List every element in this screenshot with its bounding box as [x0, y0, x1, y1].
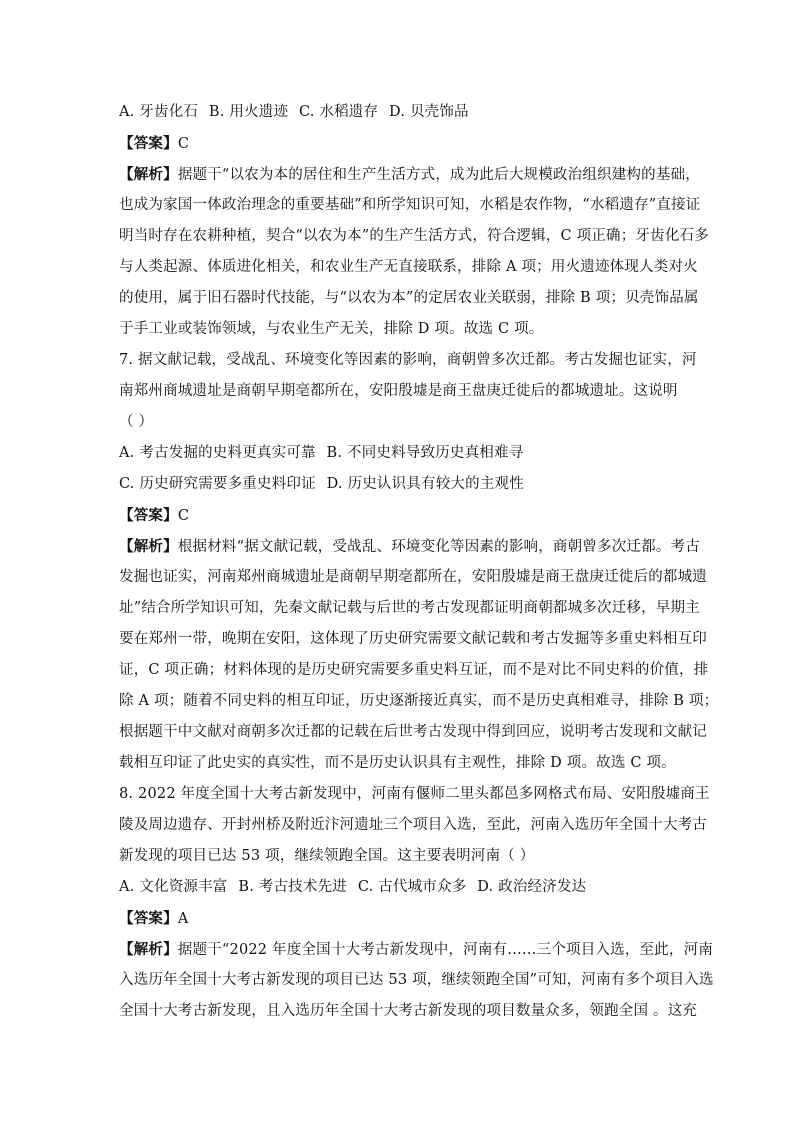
q6-answer — [119, 128, 683, 159]
q8-analysis-line: 全国十大考古新发现，且入选历年全国十大考古新发现的项目数量众多，领跑全国 。这充 — [119, 1003, 698, 1019]
answer-value: C — [177, 508, 190, 524]
q7-analysis-line: 载相互印证了此史实的真实性，而不是历史认识具有主观性，排除 D 项。故选 C 项。 — [119, 755, 676, 771]
q7-options-row-2 — [119, 469, 683, 500]
analysis-label: 【解析】 — [119, 538, 178, 555]
q7-stem-line: 7. 据文献记载，受战乱、环境变化等因素的影响，商朝曾多次迁都。考古发掘也证实，河 — [119, 352, 697, 368]
document-page — [119, 97, 719, 1027]
q8-stem-line: 陵及周边遗存、开封州桥及附近汴河遗址三个项目入选，至此，河南入选历年全国十大考古 — [119, 817, 707, 833]
q8-answer — [119, 903, 683, 934]
q6-option-a: A. 牙齿化石 — [119, 104, 199, 120]
q7-analysis-line: 证，C 项正确；材料体现的是历史研究需要多重史料互证，而不是对比不同史料的价值，排 — [119, 662, 709, 678]
q7-option-d: D. 历史认识具有较大的主观性 — [326, 476, 524, 492]
q6-option-d: D. 贝壳饰品 — [389, 104, 469, 120]
q7-analysis-line: 根据题干中文献对商朝多次迁都的记载在后世考古发现中得到回应，说明考古发现和文献记 — [119, 724, 707, 740]
q8-analysis-line — [119, 934, 714, 965]
q6-option-b: B. 用火遗迹 — [208, 104, 289, 120]
q8-options — [119, 872, 683, 903]
answer-label: 【答案】 — [119, 910, 178, 927]
q8-option-c: C. 古代城市众多 — [357, 879, 467, 895]
q8-option-d: D. 政治经济发达 — [477, 879, 587, 895]
analysis-text: 根据材料“据文献记载，受战乱、环境变化等因素的影响，商朝曾多次迁都。考古 — [177, 539, 700, 555]
q7-analysis-line: 址”结合所学知识可知，先秦文献记载与后世的考古发现都证明商朝都城多次迁移，早期主 — [119, 600, 700, 616]
q7-option-b: B. 不同史料导致历史真相难寻 — [326, 445, 524, 461]
q7-stem-line: 南郑州商城遗址是商朝早期亳都所在，安阳殷墟是商王盘庚迁徙后的都城遗址。这说明 — [119, 383, 678, 399]
q6-analysis-line: 于手工业或装饰领域，与农业生产无关，排除 D 项。故选 C 项。 — [119, 321, 544, 337]
q8-option-a: A. 文化资源丰富 — [119, 879, 228, 895]
analysis-text: 据题干“以农为本的居住和生产生活方式，成为此后大规模政治组织建构的基础， — [177, 167, 700, 183]
q6-option-c: C. 水稻遗存 — [299, 104, 379, 120]
q6-analysis-line: 的使用，属于旧石器时代技能，与“以农为本”的定居农业关联弱，排除 B 项；贝壳饰品属 — [119, 290, 699, 306]
q8-stem-line: 8. 2022 年度全国十大考古新发现中，河南有偃师二里头都邑多网格式布局、安阳殷墟商王 — [119, 786, 710, 802]
q7-options-row-1 — [119, 438, 683, 469]
answer-value: C — [177, 136, 190, 152]
q8-analysis-line: 入选历年全国十大考古新发现的项目已达 53 项，继续领跑全国”可知，河南有多个项目入选 — [119, 972, 714, 988]
q6-analysis-line: 明当时存在农耕种植，契合“以农为本”的生产生活方式，符合逻辑，C 项正确；牙齿化石多 — [119, 228, 709, 244]
q7-answer — [119, 500, 683, 531]
analysis-label: 【解析】 — [119, 166, 178, 183]
q8-option-b: B. 考古技术先进 — [238, 879, 347, 895]
q6-analysis-line — [119, 159, 700, 190]
analysis-text: 据题干“2022 年度全国十大考古新发现中，河南有……三个项目入选，至此，河南 — [177, 942, 714, 958]
answer-label: 【答案】 — [119, 135, 178, 152]
q7-analysis-line: 除 A 项；随着不同史料的相互印证，历史逐渐接近真实，而不是历史真相难寻，排除 B 项； — [119, 693, 719, 709]
q7-option-a: A. 考古发掘的史料更真实可靠 — [119, 445, 316, 461]
answer-value: A — [177, 911, 189, 927]
q6-options — [119, 97, 683, 128]
answer-label: 【答案】 — [119, 507, 178, 524]
q7-option-c: C. 历史研究需要多重史料印证 — [119, 476, 316, 492]
q7-analysis-line — [119, 531, 700, 562]
q6-analysis-line: 与人类起源、体质进化相关，和农业生产无直接联系，排除 A 项；用火遗迹体现人类对火 — [119, 259, 698, 275]
q7-stem-line: （ ） — [119, 414, 154, 430]
q7-analysis-line: 发掘也证实，河南郑州商城遗址是商朝早期亳都所在，安阳殷墟是商王盘庚迁徙后的都城遗 — [119, 569, 707, 585]
analysis-label: 【解析】 — [119, 941, 178, 958]
q7-analysis-line: 要在郑州一带，晚期在安阳，这体现了历史研究需要文献记载和考古发掘等多重史料相互印 — [119, 631, 707, 647]
q8-stem-line: 新发现的项目已达 53 项，继续领跑全国。这主要表明河南（ ） — [119, 848, 535, 864]
q6-analysis-line: 也成为家国一体政治理念的重要基础”和所学知识可知，水稻是农作物，“水稻遗存”直接证 — [119, 197, 701, 213]
